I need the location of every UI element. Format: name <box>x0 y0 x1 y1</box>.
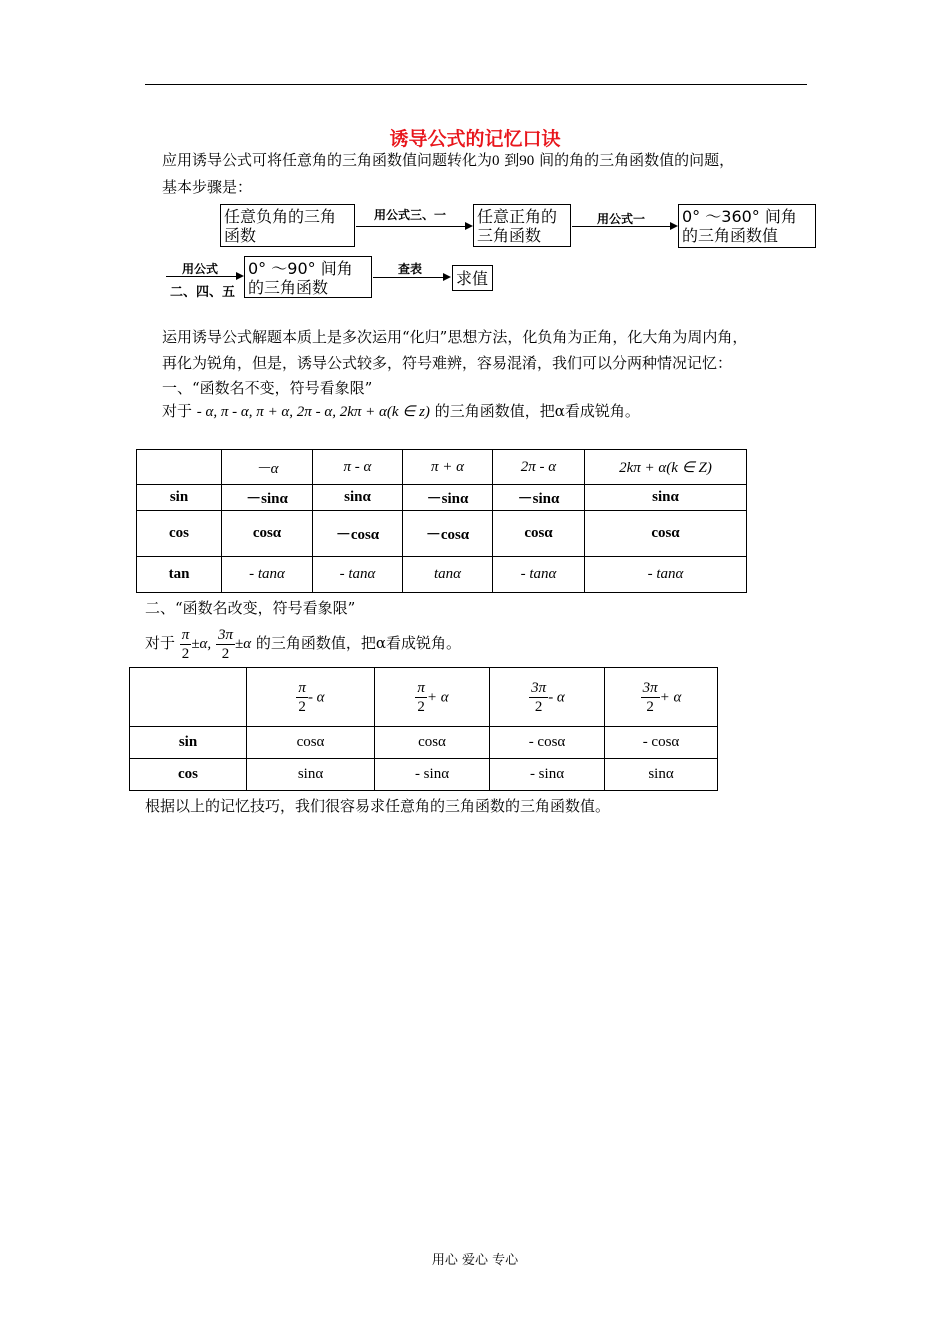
table-1-cell: －cosα <box>313 511 403 557</box>
table-1-header: π - α <box>313 450 403 485</box>
table-row <box>130 759 718 791</box>
flow-box-0-90: 0° ～90° 间角 的三角函数 <box>244 256 372 298</box>
table-2-cell: sinα <box>247 759 375 791</box>
table-2-header: $\frac{3\pi}{2}$ - α <box>490 668 605 727</box>
table-1-header: 2kπ + α(k ∈ Z) <box>585 450 747 485</box>
table-2-cell: - sinα <box>490 759 605 791</box>
page-title: 诱导公式的记忆口诀 <box>389 128 561 150</box>
table-2-corner <box>130 668 247 727</box>
page-footer: 用心 爱心 专心 <box>431 1253 519 1268</box>
flow-arrow-4 <box>373 277 449 278</box>
table-1-cell: －sinα <box>493 485 585 511</box>
conclusion: 根据以上的记忆技巧，我们很容易求任意角的三角函数的三角函数值。 <box>145 797 611 815</box>
table-2-cell: - cosα <box>605 727 718 759</box>
table-1-header: π + α <box>403 450 493 485</box>
table-1-cell: tanα <box>403 557 493 593</box>
table-changed-name <box>129 667 718 791</box>
table-2-header: $\frac{\pi}{2}$ - α <box>247 668 375 727</box>
table-1-cell: cosα <box>222 511 313 557</box>
table-1-cell: －sinα <box>403 485 493 511</box>
table-row <box>137 557 747 593</box>
table-1-header-row <box>137 450 747 485</box>
flow-box-negative-angle: 任意负角的三角 函数 <box>220 204 355 247</box>
table-1-row-label: cos <box>137 511 222 557</box>
table-2-row-label: cos <box>130 759 247 791</box>
table-1-cell: - tanα <box>493 557 585 593</box>
table-1-row-label: tan <box>137 557 222 593</box>
table-1-header: 2π - α <box>493 450 585 485</box>
table-1-corner <box>137 450 222 485</box>
intro-line-1: 应用诱导公式可将任意角的三角函数值问题转化为0 到90 间的角的三角函数值的问题， <box>162 151 735 169</box>
section-2-description: 对于 $\frac{\pi}{2}$ ±α, $\frac{3\pi}{2}$ ±α 的三角函数值，把α看成锐角。 <box>145 626 461 662</box>
table-1-cell: - tanα <box>313 557 403 593</box>
table-2-header-row <box>130 668 718 727</box>
table-2-cell: cosα <box>247 727 375 759</box>
flow-arrow-1 <box>356 226 471 227</box>
table-1-cell: cosα <box>493 511 585 557</box>
flow-arrow-3 <box>166 276 242 277</box>
section-2-heading: 二、“函数名改变，符号看象限” <box>145 599 356 617</box>
fraction: $\frac{3\pi}{2}$ <box>217 626 233 662</box>
intro-line-2: 基本步骤是： <box>162 178 253 196</box>
table-2-cell: sinα <box>605 759 718 791</box>
section-1-heading: 一、“函数名不变，符号看象限” <box>162 379 373 397</box>
flow-box-positive-angle: 任意正角的 三角函数 <box>473 204 571 247</box>
table-1-cell: - tanα <box>222 557 313 593</box>
paragraph-line-2: 再化为锐角，但是，诱导公式较多，符号难辨，容易混淆，我们可以分两种情况记忆： <box>162 354 733 372</box>
flow-label-lookup-table: 查表 <box>398 262 423 276</box>
header-rule <box>145 84 807 85</box>
table-2-cell: cosα <box>375 727 490 759</box>
flow-box-result: 求值 <box>452 265 493 291</box>
table-2-cell: - sinα <box>375 759 490 791</box>
table-row <box>137 511 747 557</box>
table-1-header: －α <box>222 450 313 485</box>
table-2-row-label: sin <box>130 727 247 759</box>
flow-box-0-360: 0° ～360° 间角 的三角函数值 <box>678 204 816 248</box>
table-1-row-label: sin <box>137 485 222 511</box>
flow-label-formulas-2-4-5: 二、四、五 <box>170 285 236 300</box>
table-1-cell: －cosα <box>403 511 493 557</box>
table-row <box>137 485 747 511</box>
table-row <box>130 727 718 759</box>
flow-label-formula-1: 用公式一 <box>597 212 646 226</box>
table-1-cell: sinα <box>585 485 747 511</box>
flow-arrow-2 <box>572 226 676 227</box>
table-2-header: $\frac{\pi}{2}$ + α <box>375 668 490 727</box>
table-1-cell: - tanα <box>585 557 747 593</box>
table-2-header: $\frac{3\pi}{2}$ + α <box>605 668 718 727</box>
table-same-name <box>136 449 747 593</box>
flow-label-formula-3-1: 用公式三、一 <box>374 208 447 222</box>
table-1-cell: sinα <box>313 485 403 511</box>
fraction: $\frac{\pi}{2}$ <box>181 626 190 662</box>
paragraph-line-1: 运用诱导公式解题本质上是多次运用“化归”思想方法，化负角为正角，化大角为周内角， <box>162 328 748 346</box>
flow-label-use-formula: 用公式 <box>182 262 219 276</box>
table-1-cell: －sinα <box>222 485 313 511</box>
section-1-description: 对于 - α, π - α, π + α, 2π - α, 2kπ + α(k ∈ z) 的三角函数值，把α看成锐角。 <box>162 402 640 420</box>
table-1-cell: cosα <box>585 511 747 557</box>
table-2-cell: - cosα <box>490 727 605 759</box>
